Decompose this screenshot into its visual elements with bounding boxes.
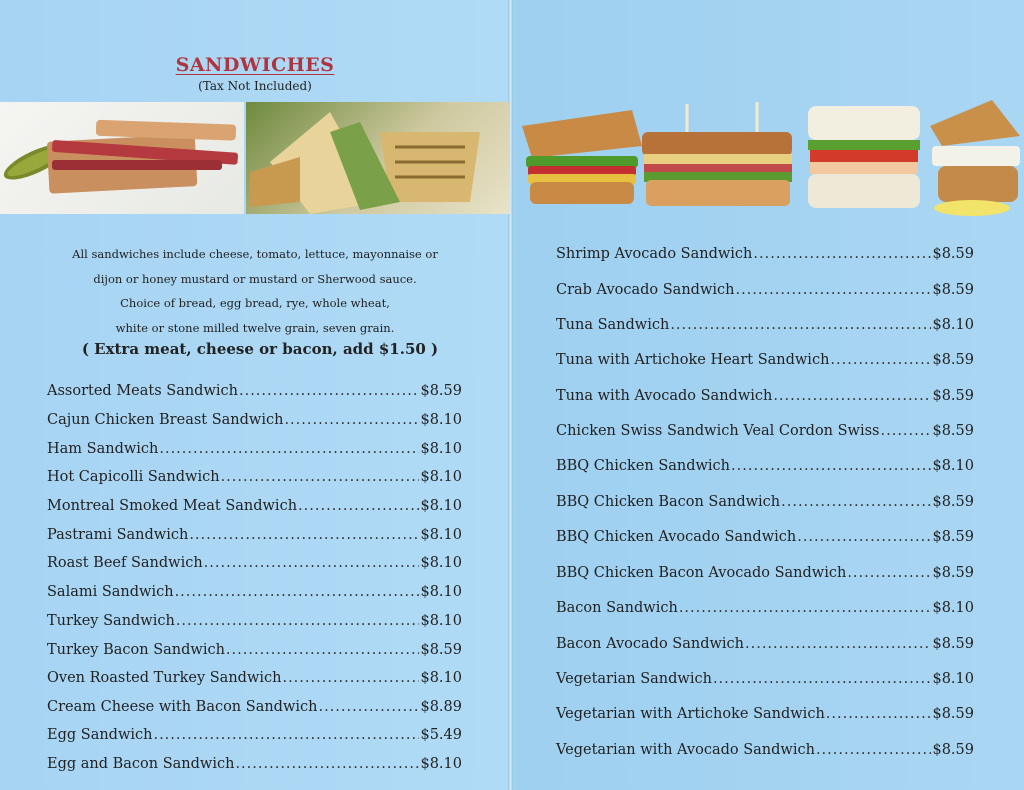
item-name: Shrimp Avocado Sandwich [556, 246, 753, 262]
sandwich-photo-strip [0, 102, 510, 214]
menu-item [47, 727, 462, 743]
leader-dots [221, 469, 420, 485]
item-price: $8.10 [420, 584, 462, 600]
leader-dots [318, 699, 419, 715]
sandwich-photo-art [0, 102, 510, 214]
menu-item [556, 246, 974, 262]
item-price: $8.10 [420, 412, 462, 428]
item-name: Chicken Swiss Sandwich Veal Cordon Swiss [556, 423, 880, 439]
leader-dots [826, 706, 932, 722]
intro-line: All sandwiches include cheese, tomato, lettuce, mayonnaise or [72, 247, 438, 261]
leader-dots [159, 441, 419, 457]
item-price: $8.59 [932, 494, 974, 510]
item-name: Ham Sandwich [47, 441, 159, 457]
leader-dots [298, 498, 419, 514]
leader-dots [753, 246, 931, 262]
menu-item [556, 529, 974, 545]
menu-item [47, 412, 462, 428]
leader-dots [226, 642, 420, 658]
leader-dots [235, 756, 419, 772]
item-name: BBQ Chicken Bacon Avocado Sandwich [556, 565, 847, 581]
menu-title: SANDWICHES [175, 54, 335, 76]
menu-item [556, 317, 974, 333]
leader-dots [713, 671, 932, 687]
item-name: BBQ Chicken Bacon Sandwich [556, 494, 781, 510]
menu-intro [0, 242, 510, 340]
item-name: Vegetarian with Artichoke Sandwich [556, 706, 825, 722]
item-price: $8.59 [932, 636, 974, 652]
item-name: Bacon Sandwich [556, 600, 678, 616]
leader-dots [797, 529, 931, 545]
leader-dots [175, 584, 420, 600]
item-name: Egg Sandwich [47, 727, 153, 743]
leader-dots [830, 352, 931, 368]
item-name: Pastrami Sandwich [47, 527, 189, 543]
item-price: $8.10 [420, 756, 462, 772]
item-name: Vegetarian with Avocado Sandwich [556, 742, 815, 758]
leader-dots [176, 613, 420, 629]
menu-item [556, 494, 974, 510]
intro-line: white or stone milled twelve grain, seven grain. [115, 320, 395, 335]
item-price: $8.10 [932, 458, 974, 474]
leader-dots [284, 412, 419, 428]
item-name: Roast Beef Sandwich [47, 555, 203, 571]
menu-item [556, 458, 974, 474]
leader-dots [781, 494, 931, 510]
item-price: $8.10 [420, 469, 462, 485]
item-name: Crab Avocado Sandwich [556, 282, 735, 298]
item-price: $5.49 [420, 727, 462, 743]
item-price: $8.59 [932, 423, 974, 439]
item-name: Cream Cheese with Bacon Sandwich [47, 699, 318, 715]
sandwich-collage-photo [512, 96, 1024, 220]
extra-note: ( Extra meat, cheese or bacon, add $1.50 ) [81, 340, 439, 358]
item-name: Turkey Sandwich [47, 613, 175, 629]
menu-item [47, 441, 462, 457]
item-price: $8.10 [932, 317, 974, 333]
leader-dots [731, 458, 931, 474]
item-price: $8.59 [932, 246, 974, 262]
item-price: $8.10 [420, 441, 462, 457]
item-name: BBQ Chicken Sandwich [556, 458, 731, 474]
menu-item [47, 584, 462, 600]
leader-dots [847, 565, 931, 581]
leader-dots [282, 670, 419, 686]
item-name: Salami Sandwich [47, 584, 174, 600]
menu-item [556, 282, 974, 298]
menu-item [47, 756, 462, 772]
item-price: $8.10 [420, 613, 462, 629]
leader-dots [153, 727, 419, 743]
item-name: Egg and Bacon Sandwich [47, 756, 235, 772]
leader-dots [881, 423, 932, 439]
item-price: $8.59 [932, 565, 974, 581]
item-price: $8.89 [420, 699, 462, 715]
item-price: $8.59 [932, 529, 974, 545]
item-price: $8.59 [932, 706, 974, 722]
menu-item [556, 352, 974, 368]
item-price: $8.10 [420, 527, 462, 543]
item-name: Tuna Sandwich [556, 317, 670, 333]
leader-dots [816, 742, 932, 758]
item-name: Tuna with Artichoke Heart Sandwich [556, 352, 830, 368]
item-price: $8.59 [420, 383, 462, 399]
leader-dots [239, 383, 420, 399]
item-price: $8.59 [932, 742, 974, 758]
menu-item [47, 642, 462, 658]
item-price: $8.59 [932, 352, 974, 368]
menu-item [47, 383, 462, 399]
item-price: $8.10 [420, 498, 462, 514]
item-name: Cajun Chicken Breast Sandwich [47, 412, 284, 428]
item-name: Montreal Smoked Meat Sandwich [47, 498, 298, 514]
menu-item [47, 670, 462, 686]
item-price: $8.59 [932, 388, 974, 404]
item-price: $8.10 [932, 671, 974, 687]
item-name: BBQ Chicken Avocado Sandwich [556, 529, 797, 545]
menu-item [556, 565, 974, 581]
leader-dots [773, 388, 931, 404]
item-price: $8.59 [420, 642, 462, 658]
item-name: Assorted Meats Sandwich [47, 383, 238, 399]
leader-dots [745, 636, 931, 652]
item-price: $8.10 [420, 670, 462, 686]
item-price: $8.10 [420, 555, 462, 571]
menu-item [47, 699, 462, 715]
menu-item [556, 706, 974, 722]
menu-item [556, 636, 974, 652]
menu-item [556, 388, 974, 404]
item-name: Bacon Avocado Sandwich [556, 636, 744, 652]
menu-item [47, 498, 462, 514]
item-name: Tuna with Avocado Sandwich [556, 388, 773, 404]
menu-item [556, 742, 974, 758]
intro-line: dijon or honey mustard or mustard or Sherwood sauce. [93, 271, 417, 286]
item-name: Vegetarian Sandwich [556, 671, 712, 687]
item-price: $8.59 [932, 282, 974, 298]
menu-item [47, 527, 462, 543]
leader-dots [204, 555, 420, 571]
menu-item [47, 555, 462, 571]
leader-dots [679, 600, 932, 616]
menu-item [47, 613, 462, 629]
item-name: Turkey Bacon Sandwich [47, 642, 225, 658]
leader-dots [670, 317, 931, 333]
leader-dots [189, 527, 419, 543]
item-name: Oven Roasted Turkey Sandwich [47, 670, 282, 686]
intro-line: Choice of bread, egg bread, rye, whole wheat, [120, 296, 390, 310]
menu-item [556, 423, 974, 439]
item-name: Hot Capicolli Sandwich [47, 469, 220, 485]
leader-dots [735, 282, 931, 298]
menu-subtitle: (Tax Not Included) [198, 79, 312, 93]
item-price: $8.10 [932, 600, 974, 616]
menu-item [47, 469, 462, 485]
menu-item [556, 600, 974, 616]
menu-item [556, 671, 974, 687]
